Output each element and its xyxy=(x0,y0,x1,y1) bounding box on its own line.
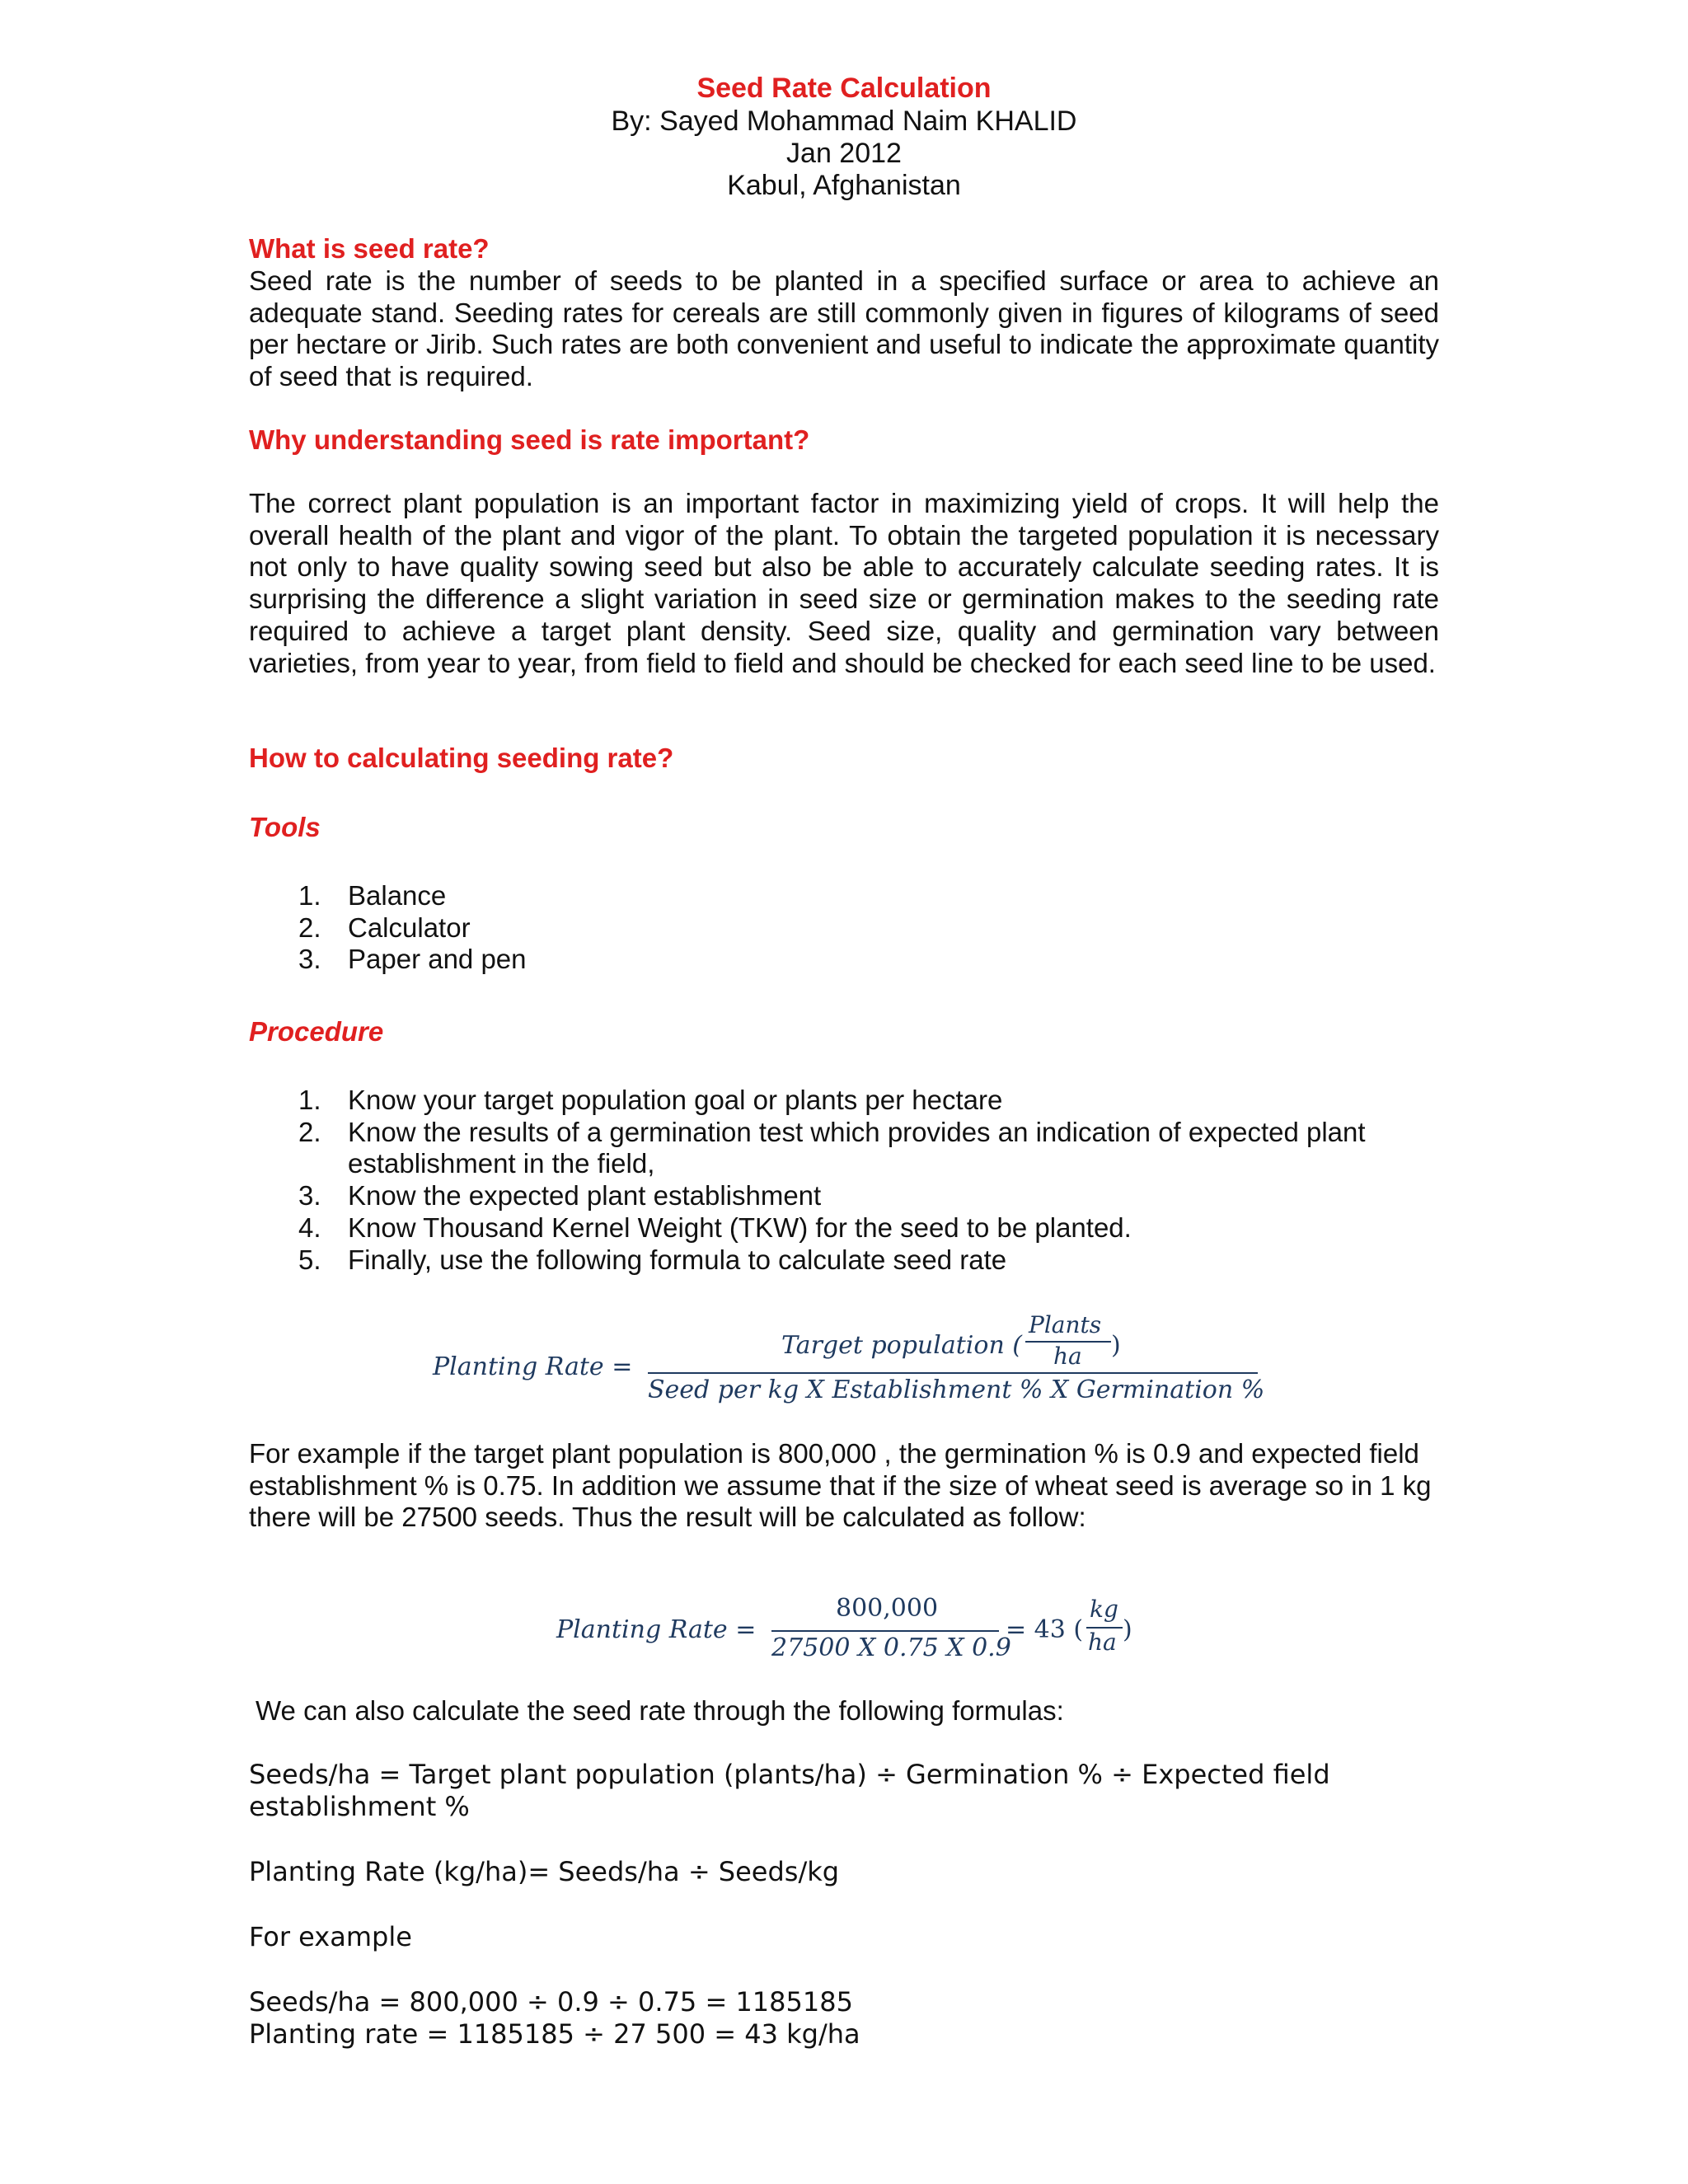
list-item xyxy=(249,1085,1439,1117)
tools-list xyxy=(249,880,1439,976)
list-number: 4. xyxy=(298,1212,321,1243)
heading-procedure: Procedure xyxy=(249,1016,384,1047)
paragraph-example: For example if the target plant population is 800,000 , the germination % is 0.9 and expected field establishment % is 0.75. In addition we assume that if the size of wheat seed is average so in 1 kg there will be 27500 seeds. Thus the result will be calculated as follow: xyxy=(249,1438,1432,1533)
formula-lhs: Planting Rate = xyxy=(433,1352,633,1381)
list-number: 1. xyxy=(298,880,321,911)
list-item xyxy=(249,1180,1439,1212)
list-text: Balance xyxy=(348,880,447,911)
seeds-per-ha-formula-line2: establishment % xyxy=(249,1791,470,1822)
list-item xyxy=(249,944,1439,976)
formula2-unit-top: kg xyxy=(1090,1596,1118,1623)
list-item xyxy=(249,1117,1439,1180)
list-text: Know your target population goal or plants per hectare xyxy=(348,1085,1003,1115)
document-title: Seed Rate Calculation xyxy=(696,73,992,104)
seeds-per-ha-formula-line1: Seeds/ha = Target plant population (plants/ha) ÷ Germination % ÷ Expected field xyxy=(249,1759,1330,1790)
formula-unit-bottom: ha xyxy=(1053,1343,1082,1370)
seeds-per-ha-example: Seeds/ha = 800,000 ÷ 0.9 ÷ 0.75 = 1185185 xyxy=(249,1986,853,2018)
heading-how-to-calculate: How to calculating seeding rate? xyxy=(249,743,674,773)
formula2-fraction-line xyxy=(771,1630,999,1632)
procedure-list xyxy=(249,1085,1439,1276)
paragraph-what-is-seed-rate: Seed rate is the number of seeds to be planted in a specified surface or area to achieve an adequate stand. Seeding rates for cereals are still commonly given in figures of kilograms of seed per hectare or Jirib. Such rates are both convenient and useful to indicate the approximate quantity of seed that is required. xyxy=(249,265,1439,392)
author-line: By: Sayed Mohammad Naim KHALID xyxy=(611,105,1077,137)
formula2-unit-bottom: ha xyxy=(1088,1629,1117,1656)
list-number: 3. xyxy=(298,1180,321,1212)
heading-tools: Tools xyxy=(249,812,321,842)
list-item xyxy=(249,912,1439,944)
formula2-numerator: 800,000 xyxy=(836,1594,939,1623)
heading-what-is-seed-rate: What is seed rate? xyxy=(249,233,490,264)
list-item xyxy=(249,1244,1439,1277)
formula2-lhs: Planting Rate = xyxy=(556,1615,757,1644)
formula-numerator: Target population ( xyxy=(781,1331,1023,1360)
heading-why-important: Why understanding seed is rate important? xyxy=(249,424,810,455)
list-text: Know the expected plant establishment xyxy=(348,1180,822,1212)
list-text: Calculator xyxy=(348,912,471,943)
paragraph-why-important: The correct plant population is an important factor in maximizing yield of crops. It will help the overall health of the plant and vigor of the plant. To obtain the targeted population it is necessary not only to have quality sowing seed but also be able to accurately calculate seeding rates. It is surprising the difference a slight variation in seed size or germination makes to the seeding rate required to achieve a target plant density. Seed size, quality and germination vary between varieties, from year to year, from field to field and should be checked for each seed line to be used. xyxy=(249,488,1439,678)
planting-rate-formula: Planting Rate (kg/ha)= Seeds/ha ÷ Seeds/kg xyxy=(249,1856,840,1887)
list-number: 2. xyxy=(298,1116,321,1147)
list-text: Know Thousand Kernel Weight (TKW) for the seed to be planted. xyxy=(348,1212,1132,1243)
date-line: Jan 2012 xyxy=(786,138,902,169)
formula2-close: ) xyxy=(1123,1615,1132,1644)
list-number: 3. xyxy=(298,944,321,975)
formula2-denominator: 27500 X 0.75 X 0.9 xyxy=(771,1633,1011,1662)
formula2-result: = 43 ( xyxy=(1006,1615,1084,1644)
list-item xyxy=(249,1212,1439,1244)
planting-rate-example: Planting rate = 1185185 ÷ 27 500 = 43 kg/ha xyxy=(249,2018,860,2050)
formula-example-calculation xyxy=(0,1591,1688,1673)
list-item xyxy=(249,880,1439,912)
list-number: 1. xyxy=(298,1085,321,1115)
list-text: Finally, use the following formula to calculate seed rate xyxy=(348,1244,1007,1275)
list-number: 5. xyxy=(298,1244,321,1275)
for-example-label: For example xyxy=(249,1921,412,1952)
list-number: 2. xyxy=(298,912,321,943)
formula-fraction-line xyxy=(648,1372,1258,1374)
alt-formulas-intro: We can also calculate the seed rate through the following formulas: xyxy=(256,1695,1064,1726)
location-line: Kabul, Afghanistan xyxy=(727,170,961,201)
list-text: Paper and pen xyxy=(348,944,527,975)
list-text: Know the results of a germination test which provides an indication of expected plant establishment in the field, xyxy=(348,1116,1366,1179)
formula-denominator: Seed per kg X Establishment % X Germination % xyxy=(648,1376,1265,1404)
formula-unit-top: Plants xyxy=(1029,1311,1102,1338)
formula-planting-rate xyxy=(0,1306,1688,1405)
formula-numerator-close: ) xyxy=(1111,1331,1121,1360)
